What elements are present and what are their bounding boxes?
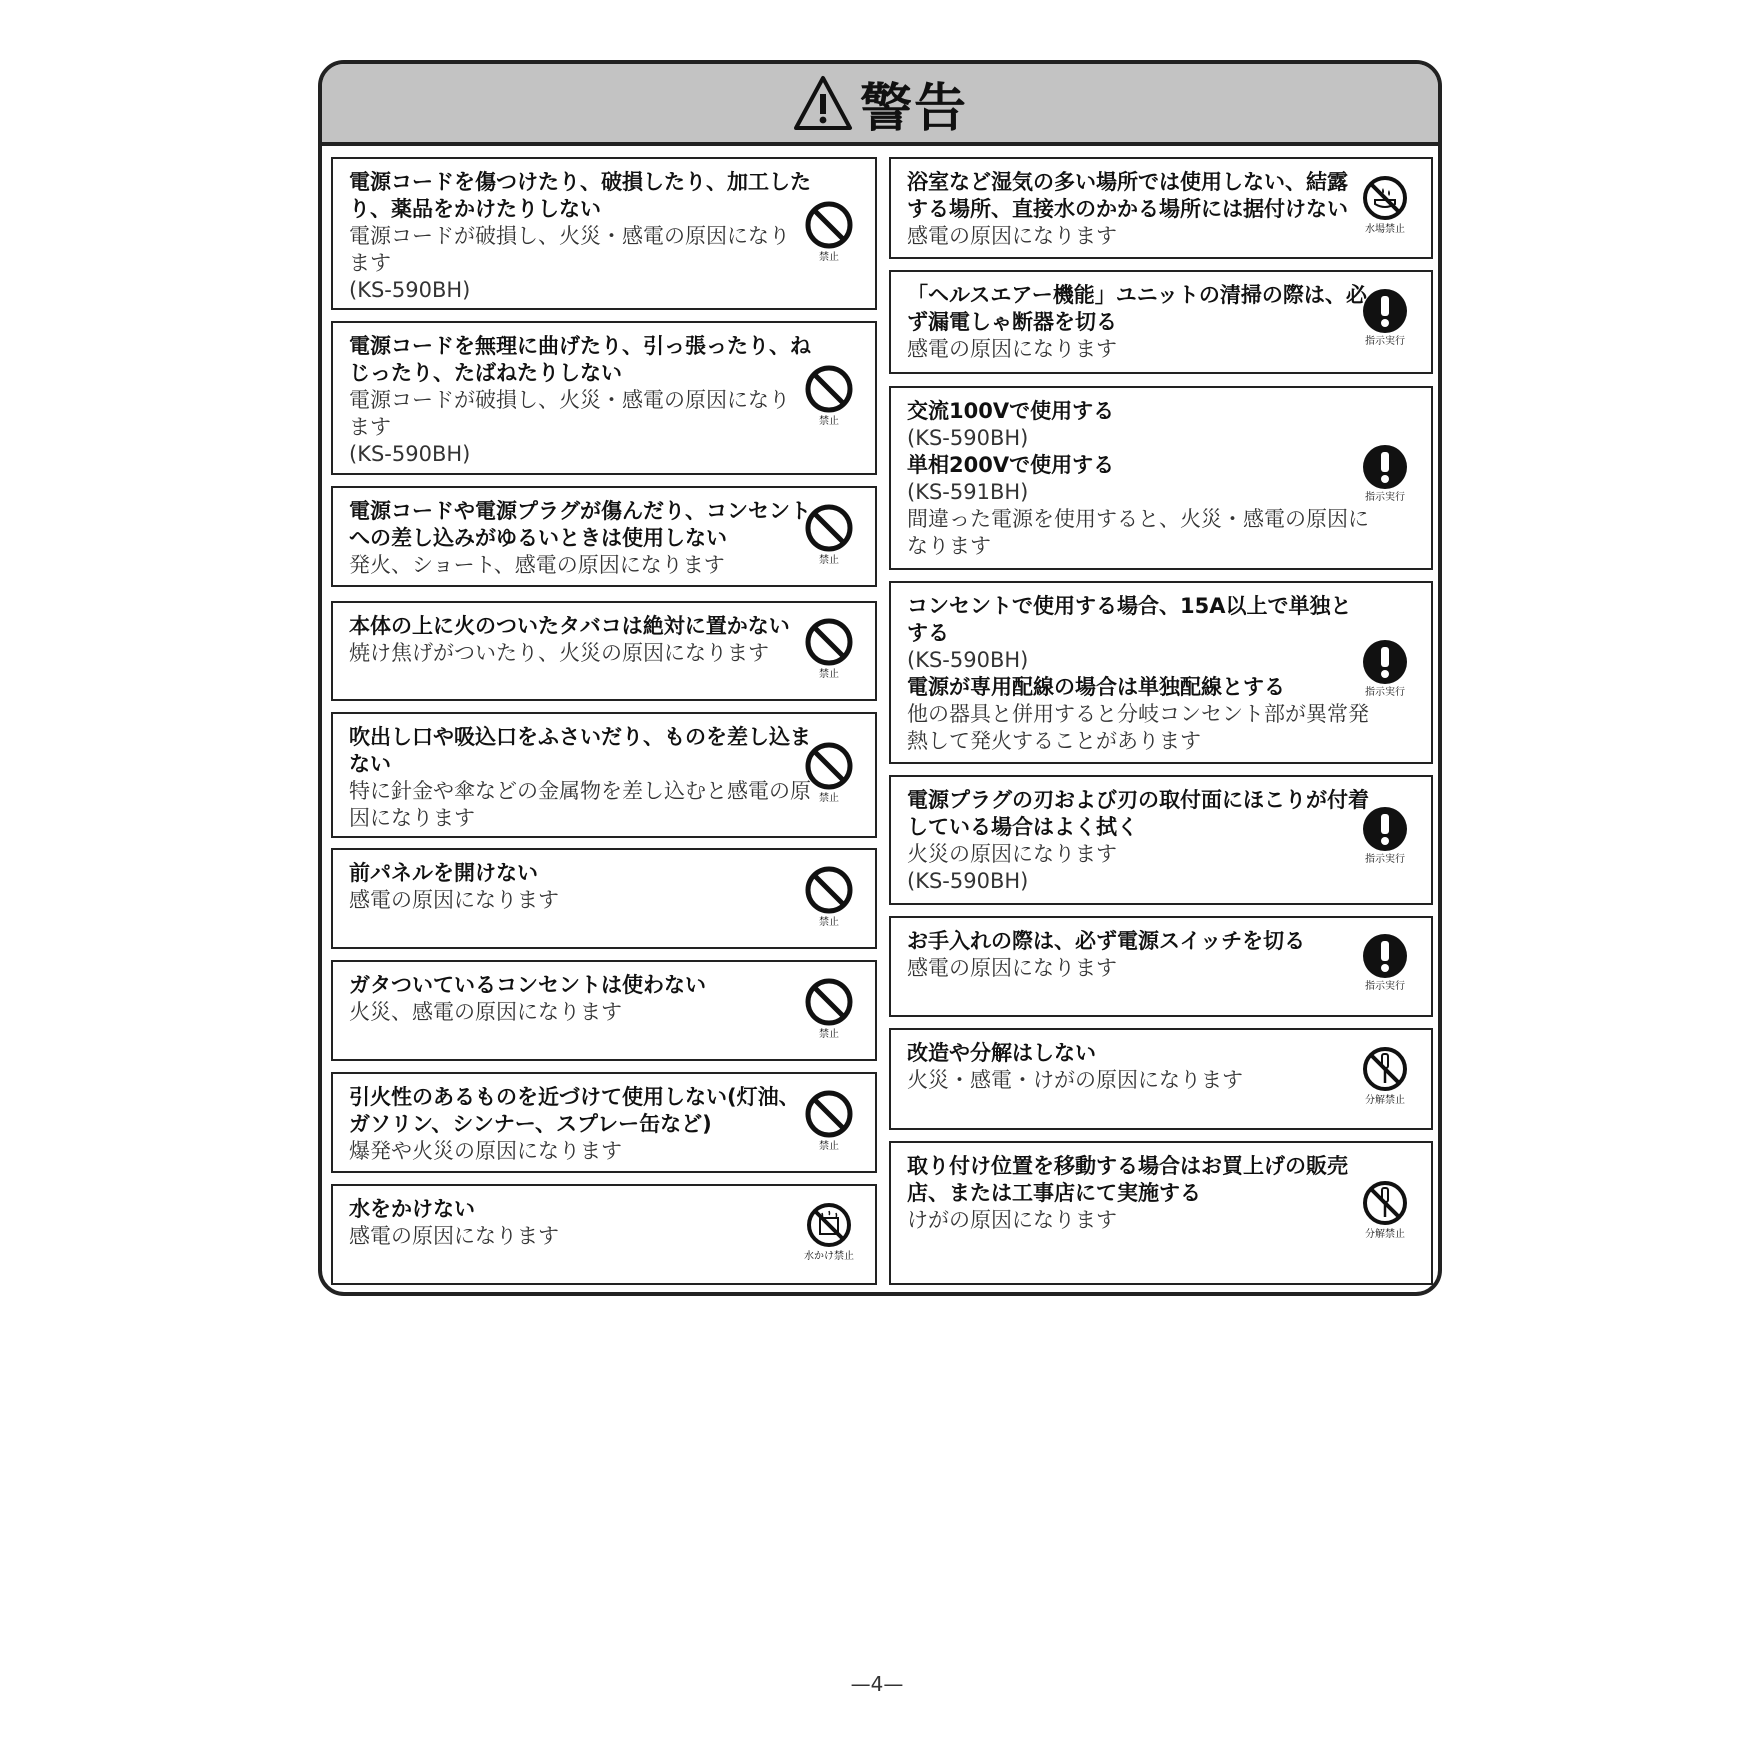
warning-text <box>349 498 811 579</box>
warning-reason: けがの原因になります <box>907 1208 1117 1232</box>
warning-item-left-3 <box>331 486 877 587</box>
warning-instruction: 吹出し口や吸込口をふさいだり、ものを差し込ま <box>349 725 811 749</box>
warning-text <box>349 613 790 667</box>
prohibition-icon <box>797 200 861 264</box>
warning-item-left-7 <box>331 960 877 1061</box>
warning-instruction: 引火性のあるものを近づけて使用しない(灯油、 <box>349 1085 800 1109</box>
warning-reason: 間違った電源を使用すると、火災・感電の原因に <box>907 507 1369 531</box>
warning-reason: ます <box>349 251 391 275</box>
warning-reason: 感電の原因になります <box>907 224 1117 248</box>
warning-item-right-7 <box>889 1028 1433 1130</box>
warning-item-left-4 <box>331 601 877 701</box>
warning-reason: なります <box>907 534 991 558</box>
icon-label: 禁止 <box>819 1141 839 1152</box>
warning-text <box>349 724 811 832</box>
icon-label: 禁止 <box>819 555 839 566</box>
warning-header <box>322 64 1438 146</box>
warning-instruction: 電源プラグの刃および刃の取付面にほこりが付着 <box>907 788 1369 812</box>
prohibition-icon <box>797 865 861 929</box>
warning-instruction: 単相200Vで使用する <box>907 453 1115 477</box>
warning-reason: 他の器具と併用すると分岐コンセント部が異常発 <box>907 702 1369 726</box>
icon-label: 指示実行 <box>1365 854 1405 865</box>
icon-label: 指示実行 <box>1365 981 1405 992</box>
warning-text <box>907 282 1367 363</box>
icon-label: 分解禁止 <box>1365 1095 1405 1106</box>
warning-reason: (KS-590BH) <box>349 442 471 466</box>
warning-reason: 爆発や火災の原因になります <box>349 1139 622 1163</box>
warning-instruction: している場合はよく拭く <box>907 815 1138 839</box>
no-disassembly-icon <box>1353 1045 1417 1107</box>
warning-reason: 火災の原因になります <box>907 842 1117 866</box>
prohibition-icon <box>797 1089 861 1153</box>
prohibition-icon <box>797 741 861 805</box>
icon-label: 水かけ禁止 <box>804 1251 854 1262</box>
warning-reason: 発火、ショート、感電の原因になります <box>349 553 725 577</box>
warning-instruction: コンセントで使用する場合、15A以上で単独と <box>907 594 1352 618</box>
warning-instruction: する場所、直接水のかかる場所には据付けない <box>907 197 1348 221</box>
icon-label: 禁止 <box>819 917 839 928</box>
warning-item-right-1 <box>889 157 1433 259</box>
warning-instruction: 電源が専用配線の場合は単独配線とする <box>907 675 1285 699</box>
page-number: —4— <box>850 1672 904 1696</box>
warning-text <box>349 1084 800 1165</box>
warning-text <box>907 787 1369 895</box>
prohibition-icon <box>797 617 861 681</box>
warning-instruction: 改造や分解はしない <box>907 1041 1096 1065</box>
warning-item-left-1 <box>331 157 877 310</box>
warning-reason: 熱して発火することがあります <box>907 729 1201 753</box>
mandatory-action-icon <box>1353 288 1417 348</box>
warning-item-right-2 <box>889 270 1433 374</box>
warning-instruction: 電源コードを無理に曲げたり、引っ張ったり、ね <box>349 334 811 358</box>
warning-instruction: り、薬品をかけたりしない <box>349 197 601 221</box>
warning-instruction: ず漏電しゃ断器を切る <box>907 310 1117 334</box>
warning-reason: 特に針金や傘などの金属物を差し込むと感電の原 <box>349 779 811 803</box>
warning-item-right-4 <box>889 581 1433 764</box>
icon-label: 禁止 <box>819 416 839 427</box>
warning-text <box>349 333 811 468</box>
warning-text <box>907 169 1348 250</box>
warning-text <box>349 972 706 1026</box>
warning-item-right-5 <box>889 775 1433 905</box>
icon-label: 分解禁止 <box>1365 1229 1405 1240</box>
icon-label: 禁止 <box>819 1029 839 1040</box>
warning-instruction: への差し込みがゆるいときは使用しない <box>349 526 727 550</box>
warning-reason: (KS-591BH) <box>907 480 1029 504</box>
warning-item-right-8 <box>889 1141 1433 1285</box>
icon-label: 指示実行 <box>1365 687 1405 698</box>
warning-reason: 感電の原因になります <box>907 956 1117 980</box>
warning-reason: 焼け焦げがついたり、火災の原因になります <box>349 641 769 665</box>
warning-title: 警告 <box>859 78 968 139</box>
warning-item-left-9 <box>331 1184 877 1285</box>
warning-instruction: 「ヘルスエアー機能」ユニットの清掃の際は、必 <box>907 283 1367 307</box>
warning-reason: 電源コードが破損し、火災・感電の原因になり <box>349 388 790 412</box>
warning-instruction: 電源コードや電源プラグが傷んだり、コンセント <box>349 499 811 523</box>
warning-instruction: 水をかけない <box>349 1197 475 1221</box>
prohibition-icon <box>797 503 861 567</box>
warning-item-left-6 <box>331 848 877 949</box>
warning-instruction: お手入れの際は、必ず電源スイッチを切る <box>907 929 1306 953</box>
no-water-splash-icon <box>797 1201 861 1263</box>
prohibition-icon <box>797 977 861 1041</box>
warning-reason: (KS-590BH) <box>907 426 1029 450</box>
warning-reason: 火災、感電の原因になります <box>349 1000 622 1024</box>
warning-reason: 火災・感電・けがの原因になります <box>907 1068 1243 1092</box>
icon-label: 禁止 <box>819 793 839 804</box>
warning-instruction: する <box>907 621 949 645</box>
no-disassembly-icon <box>1353 1179 1417 1241</box>
warning-reason: 因になります <box>349 806 475 830</box>
warning-reason: 感電の原因になります <box>349 1224 559 1248</box>
warning-text <box>907 398 1369 560</box>
warning-instruction: 交流100Vで使用する <box>907 399 1115 423</box>
warning-instruction: 浴室など湿気の多い場所では使用しない、結露 <box>907 170 1348 194</box>
icon-label: 禁止 <box>819 252 839 263</box>
no-wet-location-icon <box>1353 174 1417 236</box>
prohibition-icon <box>797 364 861 428</box>
warning-text <box>907 1153 1348 1234</box>
warning-instruction: じったり、たばねたりしない <box>349 361 622 385</box>
warning-instruction: 本体の上に火のついたタバコは絶対に置かない <box>349 614 790 638</box>
warning-text <box>349 169 811 304</box>
warning-reason: (KS-590BH) <box>907 869 1029 893</box>
warning-item-right-3 <box>889 386 1433 570</box>
warning-text <box>907 1040 1243 1094</box>
warning-reason: 感電の原因になります <box>349 888 559 912</box>
warning-instruction: ガソリン、シンナー、スプレー缶など) <box>349 1112 712 1136</box>
mandatory-action-icon <box>1353 444 1417 504</box>
icon-label: 指示実行 <box>1365 336 1405 347</box>
warning-instruction: 前パネルを開けない <box>349 861 538 885</box>
warning-item-left-5 <box>331 712 877 838</box>
warning-text <box>349 860 559 914</box>
warning-instruction: ガタついているコンセントは使わない <box>349 973 706 997</box>
warning-text <box>907 928 1305 982</box>
mandatory-action-icon <box>1353 639 1417 699</box>
warning-instruction: 電源コードを傷つけたり、破損したり、加工した <box>349 170 811 194</box>
warning-instruction: ない <box>349 752 391 776</box>
warning-reason: ます <box>349 415 391 439</box>
warning-text <box>349 1196 559 1250</box>
warning-reason: (KS-590BH) <box>349 278 471 302</box>
warning-instruction: 取り付け位置を移動する場合はお買上げの販売 <box>907 1154 1348 1178</box>
warning-reason: 電源コードが破損し、火災・感電の原因になり <box>349 224 790 248</box>
warning-reason: (KS-590BH) <box>907 648 1029 672</box>
warning-instruction: 店、または工事店にて実施する <box>907 1181 1201 1205</box>
warning-item-left-2 <box>331 321 877 475</box>
warning-triangle-icon <box>792 74 854 132</box>
warning-text <box>907 593 1369 755</box>
icon-label: 指示実行 <box>1365 492 1405 503</box>
icon-label: 禁止 <box>819 669 839 680</box>
icon-label: 水場禁止 <box>1365 224 1405 235</box>
mandatory-action-icon <box>1353 806 1417 866</box>
warning-reason: 感電の原因になります <box>907 337 1117 361</box>
mandatory-action-icon <box>1353 933 1417 993</box>
warning-item-right-6 <box>889 916 1433 1017</box>
warning-item-left-8 <box>331 1072 877 1173</box>
